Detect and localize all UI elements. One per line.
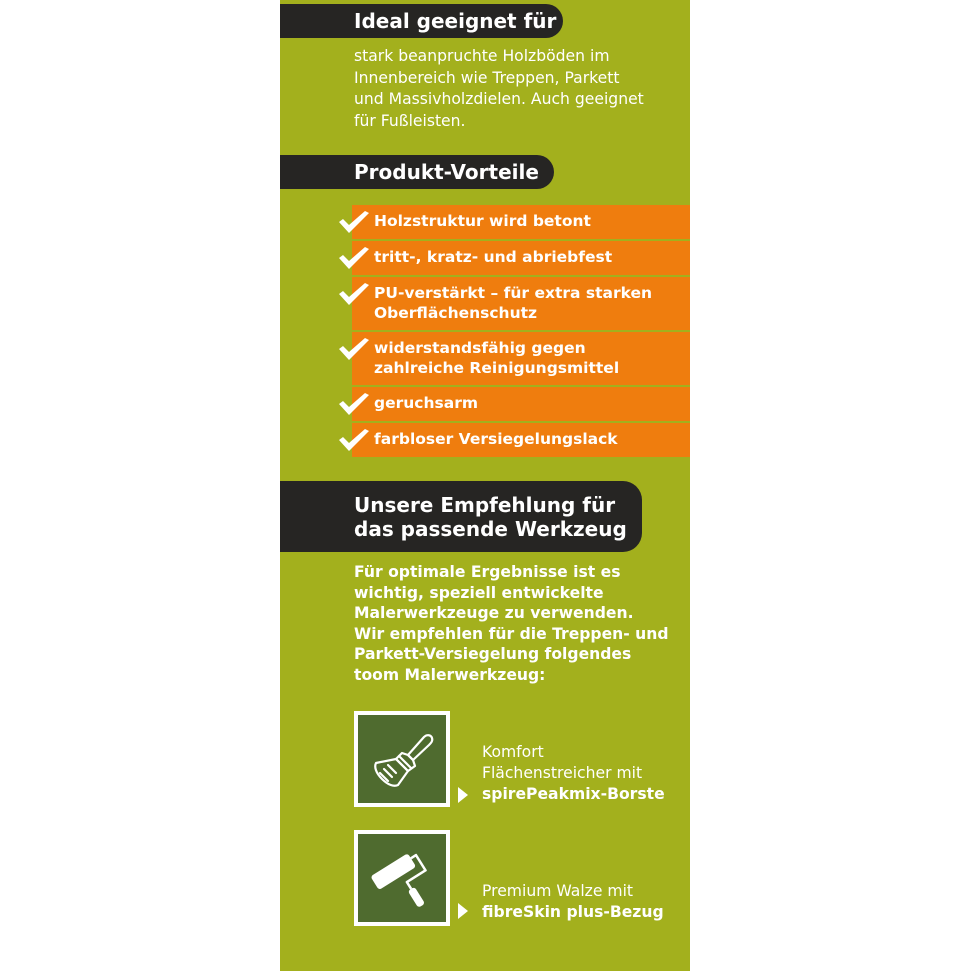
recommendation-line: Malerwerkzeuge zu verwenden. [354,604,634,622]
recommendation-line: Parkett-Versiegelung folgendes [354,645,632,663]
benefits-list [352,205,690,459]
recommendation-text [354,562,684,685]
recommendation-line: wichtig, speziell entwickelte [354,583,604,602]
benefit-line: geruchsarm [374,394,478,412]
tool-feature: fibreSkin plus-Bezug [482,903,664,921]
checkmark-icon [338,392,370,416]
benefit-item [352,423,690,457]
tool-description [482,881,687,923]
pointer-arrow [458,903,468,919]
checkmark-icon [338,210,370,234]
paintbrush-icon-box [354,711,450,807]
benefit-line: Holzstruktur wird betont [374,212,591,230]
tool-line: Flächenstreicher mit [482,764,643,782]
tool-line: Premium Walze mit [482,882,634,900]
benefit-item [352,332,690,385]
benefit-item [352,387,690,421]
pointer-arrow [458,787,468,803]
paintbrush-icon [358,715,446,803]
tool-description [482,742,687,805]
ideal-line: Innenbereich wie Treppen, Parkett [354,68,620,87]
tool-line: Komfort [482,743,544,761]
heading-line: Unsere Empfehlung für [354,493,616,517]
product-info-panel [280,0,690,971]
ideal-line: und Massivholzdielen. Auch geeignet [354,90,644,108]
checkmark-icon [338,428,370,452]
section-heading-benefits: Produkt-Vorteile [280,155,554,189]
paint-roller-icon-box [354,830,450,926]
section-heading-ideal: Ideal geeignet für [280,4,563,38]
ideal-line: für Fußleisten. [354,111,466,130]
benefit-line: PU-verstärkt – für extra starken [374,284,653,302]
benefit-line: tritt-, kratz- und abriebfest [374,248,613,266]
benefit-item [352,277,690,330]
tool-feature: spirePeakmix-Borste [482,785,665,803]
ideal-description [354,46,684,132]
benefit-line: zahlreiche Reinigungsmittel [374,359,620,377]
section-heading-recommendation [280,481,642,552]
recommendation-line: Für optimale Ergebnisse ist es [354,563,621,581]
benefit-line: Oberflächenschutz [374,304,538,322]
checkmark-icon [338,337,370,361]
benefit-line: farbloser Versiegelungslack [374,430,618,448]
ideal-line: stark beanpruchte Holzböden im [354,47,610,65]
recommendation-line: Wir empfehlen für die Treppen- und [354,624,669,643]
recommendation-line: toom Malerwerkzeug: [354,665,546,684]
heading-line: das passende Werkzeug [354,517,627,541]
paint-roller-icon [358,834,446,922]
checkmark-icon [338,246,370,270]
checkmark-icon [338,282,370,306]
benefit-line: widerstandsfähig gegen [374,339,586,357]
benefit-item [352,205,690,239]
benefit-item [352,241,690,275]
